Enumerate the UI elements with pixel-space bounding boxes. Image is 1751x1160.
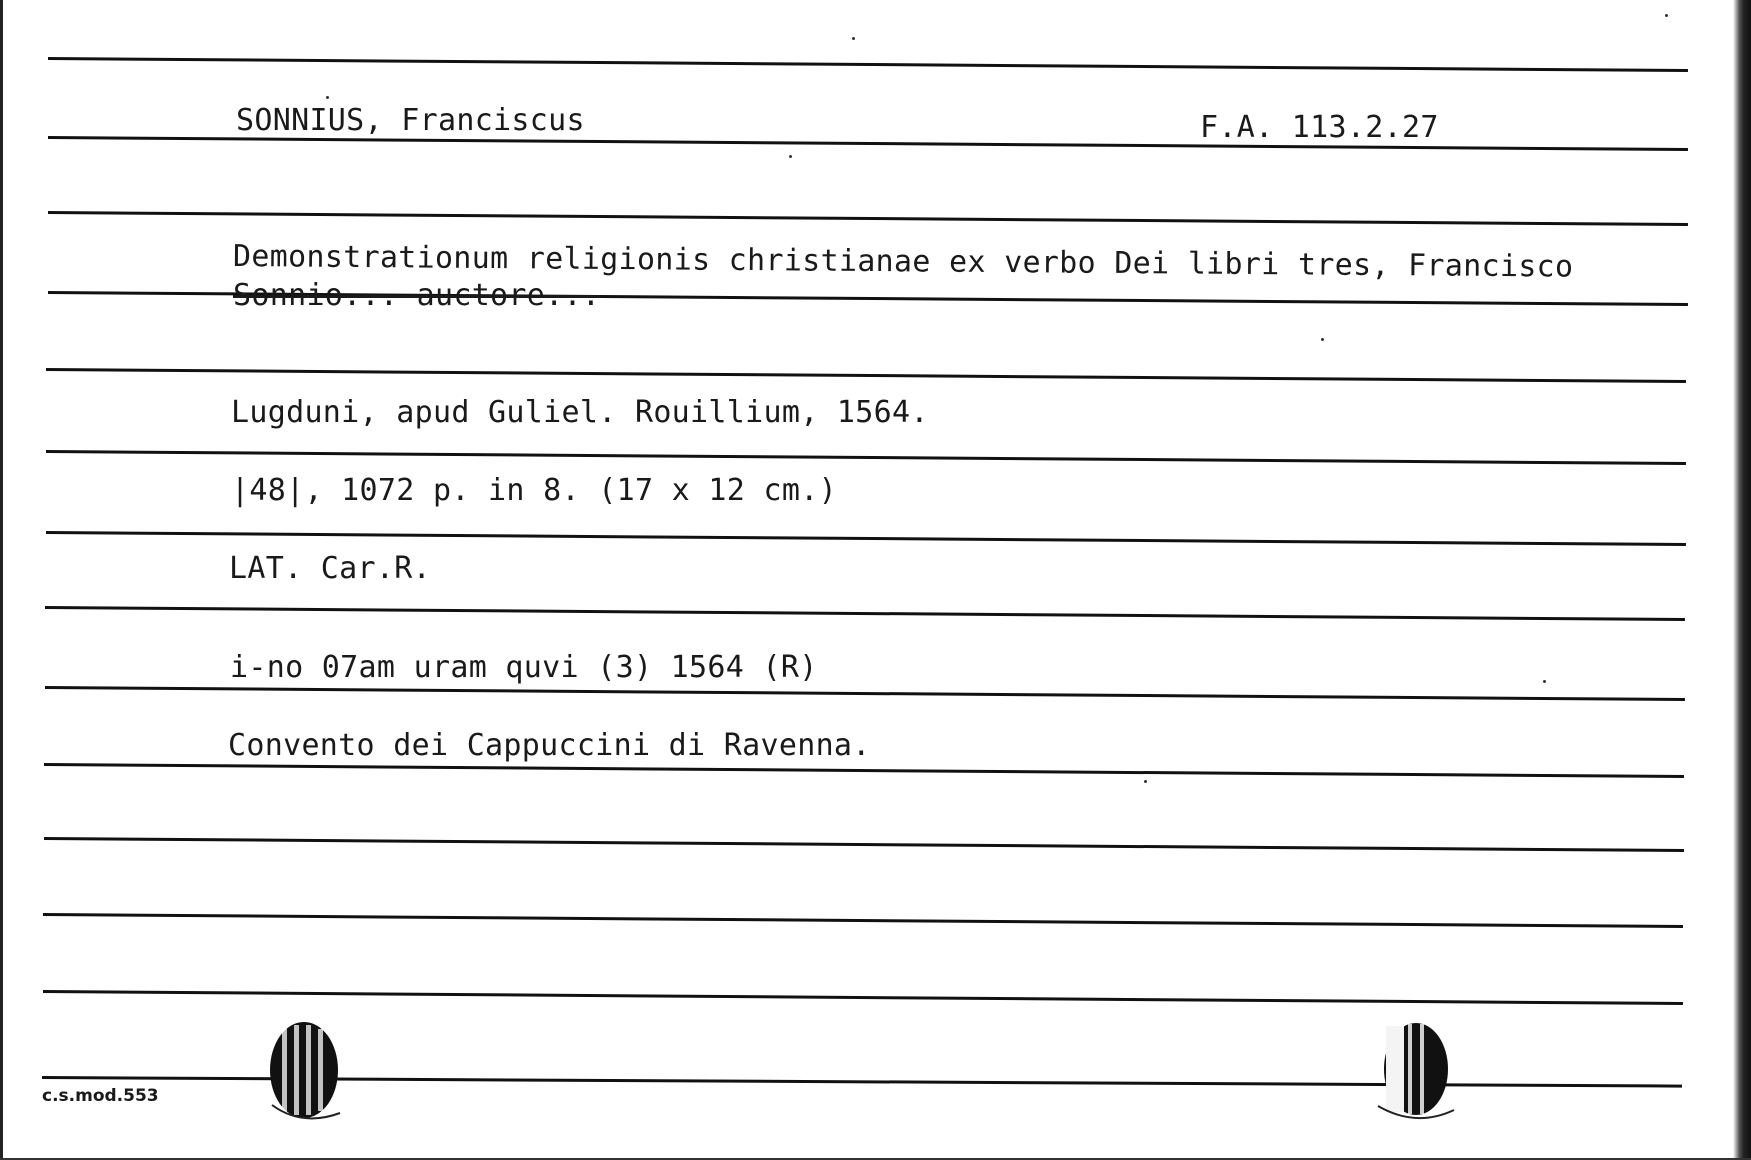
author-heading: SONNIUS, Franciscus — [236, 103, 585, 138]
ruled-line — [44, 763, 1684, 778]
title-line-1: Demonstrationum religionis christianae ex verbo Dei libri tres, Francisco — [232, 239, 1574, 285]
scan-speck — [852, 37, 855, 40]
collation: |48|, 1072 p. in 8. (17 x 12 cm.) — [231, 473, 837, 508]
ruled-line — [48, 136, 1688, 151]
ruled-line — [46, 531, 1686, 546]
fingerprint-line: i-no 07am uram quvi (3) 1564 (R) — [230, 650, 818, 685]
card-right-edge — [1733, 0, 1751, 1160]
card-left-edge — [0, 0, 3, 1160]
ruled-line — [45, 686, 1685, 701]
ruled-line — [45, 606, 1685, 621]
ruled-line — [43, 913, 1683, 928]
ruled-line — [46, 450, 1686, 465]
ruled-line — [43, 990, 1683, 1005]
ruled-line — [48, 211, 1688, 226]
imprint: Lugduni, apud Guliel. Rouillium, 1564. — [231, 395, 929, 430]
ruled-line — [44, 837, 1684, 852]
provenance: Convento dei Cappuccini di Ravenna. — [228, 728, 871, 763]
ruled-line — [46, 368, 1686, 383]
form-code: c.s.mod.553 — [42, 1086, 159, 1106]
scan-speck — [1144, 780, 1147, 783]
scan-speck — [1321, 338, 1324, 341]
scan-speck — [1543, 680, 1546, 683]
right-binding-hole — [1370, 1014, 1462, 1126]
scan-speck — [326, 96, 329, 99]
language-line: LAT. Car.R. — [229, 551, 431, 586]
scan-speck — [1665, 14, 1668, 17]
ruled-line — [48, 57, 1688, 72]
left-binding-hole — [262, 1015, 354, 1127]
shelfmark: F.A. 113.2.27 — [1200, 110, 1439, 145]
scan-speck — [789, 155, 792, 158]
title-line-2: Sonnio... auctore... — [233, 278, 601, 313]
